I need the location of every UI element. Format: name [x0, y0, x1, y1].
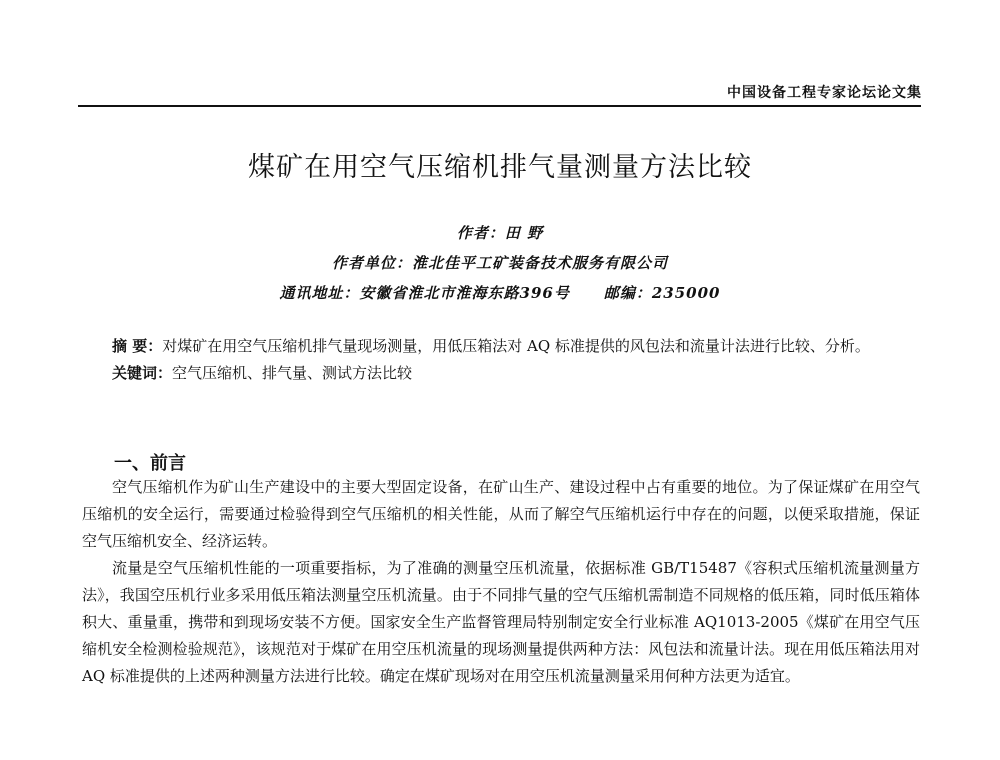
author: 作者：田 野	[456, 224, 544, 242]
intro-paragraph: 流量是空气压缩机性能的一项重要指标，为了准确的测量空压机流量，依据标准 GB/T15487《容积式压缩机流量测量方法》，我国空压机行业多采用低压箱法测量空压机流量。由于不同排气量的空气压缩机需制造不同规格的低压箱，同时低压箱体积大、重量重，携带和到现场安装不方便。国家安全生产监督管理局特别制定安全行业标准 AQ1013-2005《煤矿在用空气压缩机安全检测检验规范》，该规范对于煤矿在用空压机流量的现场测量提供两种方法：风包法和流量计法。现在用低压箱法用对 AQ 标准提供的上述两种测量方法进行比较。确定在煤矿现场对在用空压机流量测量采用何种方法更为适宜。	[82, 559, 920, 685]
postcode: 邮编：235000	[603, 284, 721, 302]
intro-paragraph: 空气压缩机作为矿山生产建设中的主要大型固定设备，在矿山生产、建设过程中占有重要的地位。为了保证煤矿在用空气压缩机的安全运行，需要通过检验得到空气压缩机的相关性能，从而了解空气压缩机运行中存在的问题，以便采取措施，保证空气压缩机安全、经济运转。	[82, 478, 920, 550]
header-rule	[78, 105, 921, 107]
abstract-text: 对煤矿在用空气压缩机排气量现场测量，用低压箱法对 AQ 标准提供的风包法和流量计法进行比较、分析。	[162, 337, 870, 355]
abstract-block	[82, 333, 920, 387]
affiliation: 作者单位：淮北佳平工矿装备技术服务有限公司	[331, 254, 668, 272]
section-heading-intro: 一、前言	[114, 453, 186, 474]
address-line	[0, 282, 1000, 303]
collection-title: 中国设备工程专家论坛论文集	[727, 85, 922, 101]
address: 通讯地址：安徽省淮北市淮海东路396号	[279, 284, 570, 302]
paper-title: 煤矿在用空气压缩机排气量测量方法比较	[248, 152, 752, 183]
abstract-label: 摘 要：	[112, 337, 163, 355]
author-line	[0, 222, 1000, 243]
keywords-label: 关键词：	[112, 364, 173, 382]
intro-body	[82, 474, 920, 690]
abstract	[82, 333, 920, 360]
keywords-text: 空气压缩机、排气量、测试方法比较	[172, 364, 413, 382]
affiliation-line	[0, 252, 1000, 273]
keywords	[82, 360, 920, 387]
